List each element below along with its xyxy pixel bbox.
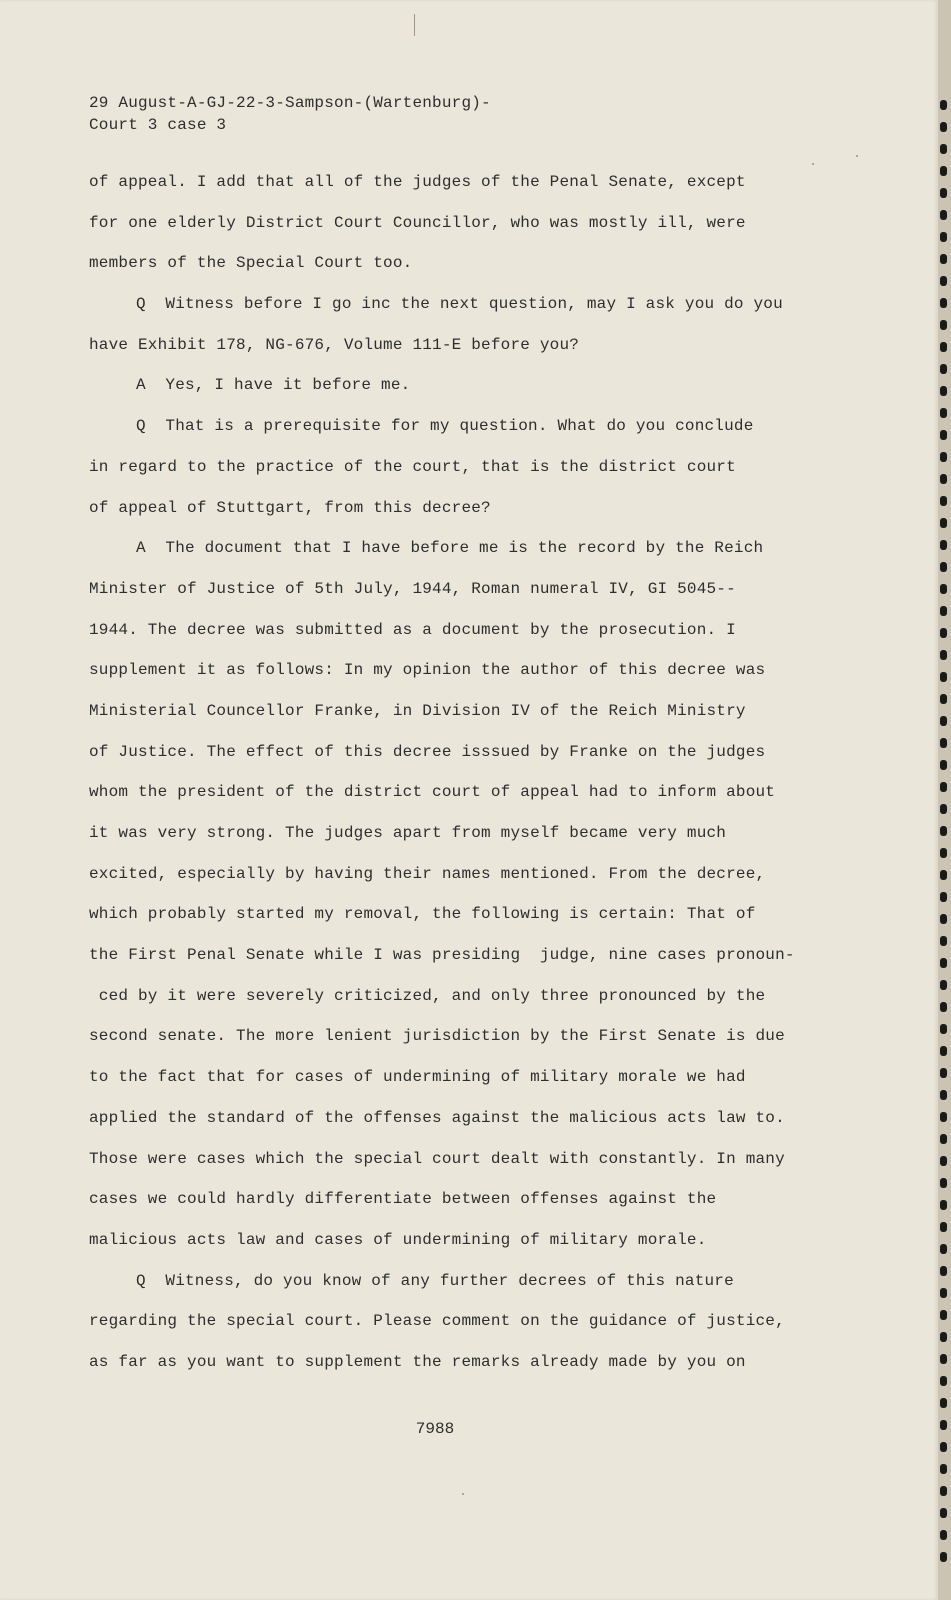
paper-speck xyxy=(856,155,858,157)
binding-holes xyxy=(940,100,949,1600)
question-line: Q Witness, do you know of any further decrees of this nature xyxy=(136,1271,734,1290)
text-line: ced by it were severely criticized, and only three pronounced by the xyxy=(89,986,766,1005)
paper-speck xyxy=(812,163,814,165)
text-line: malicious acts law and cases of undermining of military morale. xyxy=(89,1230,707,1249)
header-line-1: 29 August-A-GJ-22-3-Sampson-(Wartenburg)- xyxy=(89,94,491,112)
text-line: Minister of Justice of 5th July, 1944, Roman numeral IV, GI 5045-- xyxy=(89,579,736,598)
text-line: second senate. The more lenient jurisdiction by the First Senate is due xyxy=(89,1027,785,1046)
page-number: 7988 xyxy=(415,1420,455,1438)
text-line: Those were cases which the special court dealt with constantly. In many xyxy=(89,1149,785,1168)
text-line: of appeal of Stuttgart, from this decree? xyxy=(89,498,491,517)
text-line: which probably started my removal, the following is certain: That of xyxy=(89,905,756,924)
text-line: 1944. The decree was submitted as a document by the prosecution. I xyxy=(89,620,736,639)
paper-speck xyxy=(462,1493,464,1495)
text-line: excited, especially by having their names mentioned. From the decree, xyxy=(89,864,766,883)
document-header xyxy=(89,92,491,136)
question-line: Q Witness before I go inc the next question, may I ask you do you xyxy=(136,295,783,314)
header-line-2: Court 3 case 3 xyxy=(89,116,227,134)
text-line: applied the standard of the offenses against the malicious acts law to. xyxy=(89,1108,785,1127)
text-line: it was very strong. The judges apart from myself became very much xyxy=(89,824,727,842)
text-line: of Justice. The effect of this decree isssued by Franke on the judges xyxy=(89,742,766,761)
text-line: in regard to the practice of the court, that is the district court xyxy=(89,457,736,476)
text-line: members of the Special Court too. xyxy=(89,254,413,273)
text-line: whom the president of the district court of appeal had to inform about xyxy=(89,783,776,802)
question-line: Q That is a prerequisite for my question. What do you conclude xyxy=(136,417,754,436)
binding-edge xyxy=(938,0,951,1600)
paper-speck xyxy=(414,14,415,36)
text-line: Ministerial Councellor Franke, in Division IV of the Reich Ministry xyxy=(89,701,746,720)
text-line: have Exhibit 178, NG-676, Volume 111-E before you? xyxy=(89,335,580,354)
text-line: as far as you want to supplement the remarks already made by you on xyxy=(89,1352,746,1371)
answer-line: A Yes, I have it before me. xyxy=(136,376,411,395)
text-line: of appeal. I add that all of the judges of the Penal Senate, except xyxy=(89,173,746,191)
text-line: the First Penal Senate while I was presiding judge, nine cases pronoun- xyxy=(89,946,795,965)
answer-line: A The document that I have before me is the record by the Reich xyxy=(136,539,764,558)
text-line: to the fact that for cases of undermining of military morale we had xyxy=(89,1068,746,1087)
text-line: cases we could hardly differentiate between offenses against the xyxy=(89,1190,717,1209)
text-line: for one elderly District Court Councillor, who was mostly ill, were xyxy=(89,213,746,232)
text-line: regarding the special court. Please comment on the guidance of justice, xyxy=(89,1312,785,1331)
transcript-body xyxy=(89,168,829,1389)
text-line: supplement it as follows: In my opinion the author of this decree was xyxy=(89,661,766,680)
